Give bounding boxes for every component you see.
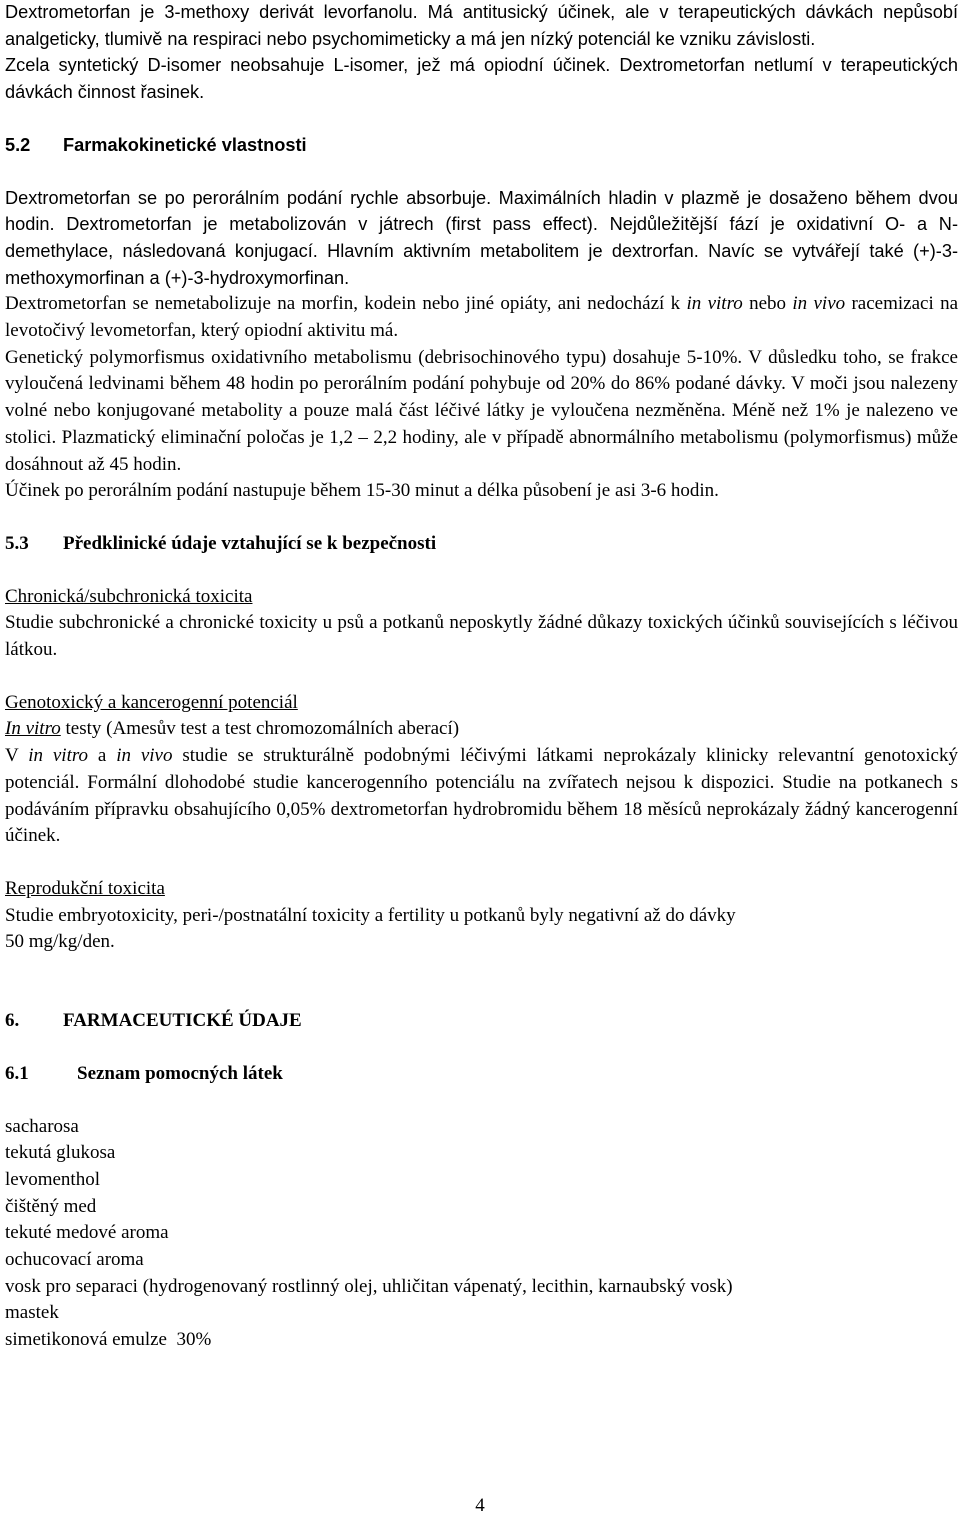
genotoxicity-heading: Genotoxický a kancerogenní potenciál — [5, 691, 298, 713]
page-number: 4 — [475, 1495, 485, 1516]
isomer-paragraph: Zcela syntetický D-isomer neobsahuje L-isomer, jež má opiodní účinek. Dextrometorfan netlumí v terapeutických dávkách činnost řasinek. — [5, 55, 958, 103]
genotoxicity-tests-line: In vitro testy (Amesův test a test chromozomálních aberací) — [5, 718, 460, 740]
list-item: simetikonová emulze 30% — [5, 1329, 212, 1351]
section-title: FARMACEUTICKÉ ÚDAJE — [63, 1010, 302, 1032]
section-title: Seznam pomocných látek — [77, 1062, 283, 1084]
onset-paragraph: Účinek po perorálním podání nastupuje během 15-30 minut a délka působení je asi 3-6 hodin. — [5, 480, 719, 502]
list-item: levomenthol — [5, 1168, 100, 1190]
reproductive-toxicity-line-1: Studie embryotoxicity, peri-/postnatální toxicity a fertility u potkanů byly negativní až do dávky — [5, 904, 736, 926]
excipients-list — [5, 1114, 958, 1354]
polymorphism-paragraph: Genetický polymorfismus oxidativního metabolismu (debrisochinového typu) dosahuje 5-10%. V důsledku toho, se frakce vyloučená ledvinami během 48 hodin po perorálním podání pohybuje od 20% do 86% podané dávky. V moči jsou nalezeny volné nebo konjugované metabolity a pouze malá část léčivé látky je vyloučena nezměněna. Méně než 1% je nalezeno ve stolici. Plazmatický eliminační poločas je 1,2 – 2,2 hodiny, ale v případě abnormálního metabolismu (polymorfismus) může dosáhnout až 45 hodin. — [5, 346, 958, 475]
section-heading-5-2 — [5, 132, 958, 159]
document-page — [5, 0, 958, 1354]
section-title: Farmakokinetické vlastnosti — [63, 134, 307, 155]
reproductive-toxicity-line-2: 50 mg/kg/den. — [5, 931, 115, 953]
pharmacodynamics-paragraph: Dextrometorfan je 3-methoxy derivát levorfanolu. Má antitusický účinek, ale v terapeutických dávkách nepůsobí analgeticky, tlumivě na respiraci nebo psychomimeticky a má jen nízký potenciál ke vzniku závislosti. — [5, 2, 958, 49]
list-item: sacharosa — [5, 1115, 79, 1137]
reproductive-toxicity-heading: Reprodukční toxicita — [5, 877, 165, 899]
absorption-paragraph: Dextrometorfan se po perorálním podání rychle absorbuje. Maximálních hladin v plazmě je dosaženo během dvou hodin. Dextrometorfan je metabolizován v játrech (first pass effect). Nejdůležitější fází je oxidativní O- a N-demethylace, následovaná konjugací. Hlavním aktivním metabolitem je dextrorfan. Navíc se vytvářejí také (+)-3-methoxymorfinan a (+)-3-hydroxymorfinan. — [5, 187, 958, 288]
section-number: 5.2 — [5, 134, 31, 155]
genotoxicity-text: V in vitro a in vivo studie se strukturálně podobnými léčivými látkami neprokázaly klinicky relevantní genotoxický potenciál. Formální dlohodobé studie kancerogenního potenciálu na zvířatech nejsou k dispozici. Studie na potkanech s podáváním přípravku obsahujícího 0,05% dextrometorfan hydrobromidu během 18 měsíců neprokázaly žádný kancerogenní účinek. — [5, 745, 958, 847]
section-heading-5-3 — [5, 531, 958, 558]
list-item: tekutá glukosa — [5, 1142, 116, 1164]
section-title: Předklinické údaje vztahující se k bezpečnosti — [63, 532, 437, 554]
list-item: tekuté medové aroma — [5, 1222, 169, 1244]
section-number: 5.3 — [5, 532, 29, 554]
section-heading-6 — [5, 1008, 958, 1035]
section-number: 6. — [5, 1010, 20, 1032]
metabolism-paragraph: Dextrometorfan se nemetabolizuje na morfin, kodein nebo jiné opiáty, ani nedochází k in vitro nebo in vivo racemizaci na levotočivý levometorfan, který opiodní aktivitu má. — [5, 293, 958, 342]
section-number: 6.1 — [5, 1062, 29, 1084]
list-item: ochucovací aroma — [5, 1249, 144, 1271]
section-heading-6-1 — [5, 1061, 958, 1088]
list-item: mastek — [5, 1302, 59, 1324]
chronic-toxicity-heading: Chronická/subchronická toxicita — [5, 585, 253, 607]
chronic-toxicity-text: Studie subchronické a chronické toxicity u psů a potkanů neposkytly žádné důkazy toxických účinků souvisejících s léčivou látkou. — [5, 612, 958, 661]
list-item: čištěný med — [5, 1195, 97, 1217]
list-item: vosk pro separaci (hydrogenovaný rostlinný olej, uhličitan vápenatý, lecithin, karnaubský vosk) — [5, 1275, 733, 1297]
